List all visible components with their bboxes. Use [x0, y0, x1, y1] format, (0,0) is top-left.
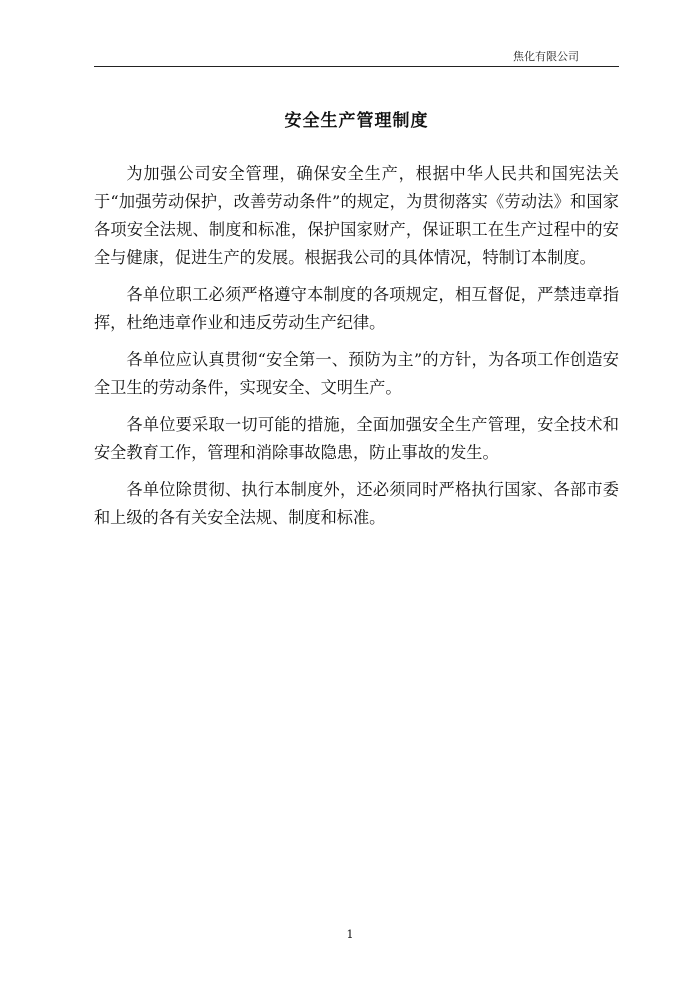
- paragraph-2: 各单位职工必须严格遵守本制度的各项规定，相互督促，严禁违章指挥，杜绝违章作业和违反劳动生产纪律。: [94, 285, 619, 332]
- paragraph-5: 各单位除贯彻、执行本制度外，还必须同时严格执行国家、各部市委和上级的各有关安全法规、制度和标准。: [94, 480, 619, 527]
- paragraph-4: 各单位要采取一切可能的措施，全面加强安全生产管理，安全技术和安全教育工作，管理和消除事故隐患，防止事故的发生。: [94, 415, 619, 462]
- header-divider: [94, 66, 619, 67]
- header-company-name: 焦化有限公司: [513, 50, 579, 63]
- document-body: [94, 160, 619, 541]
- page-number: 1: [346, 928, 354, 941]
- paragraph-1: 为加强公司安全管理，确保安全生产，根据中华人民共和国宪法关于“加强劳动保护，改善劳动条件”的规定，为贯彻落实《劳动法》和国家各项安全法规、制度和标准，保护国家财产，保证职工在生产过程中的安全与健康，促进生产的发展。根据我公司的具体情况，特制订本制度。: [94, 164, 619, 267]
- document-title: 安全生产管理制度: [284, 111, 429, 131]
- paragraph-3: 各单位应认真贯彻“安全第一、预防为主”的方针，为各项工作创造安全卫生的劳动条件，实现安全、文明生产。: [94, 350, 619, 397]
